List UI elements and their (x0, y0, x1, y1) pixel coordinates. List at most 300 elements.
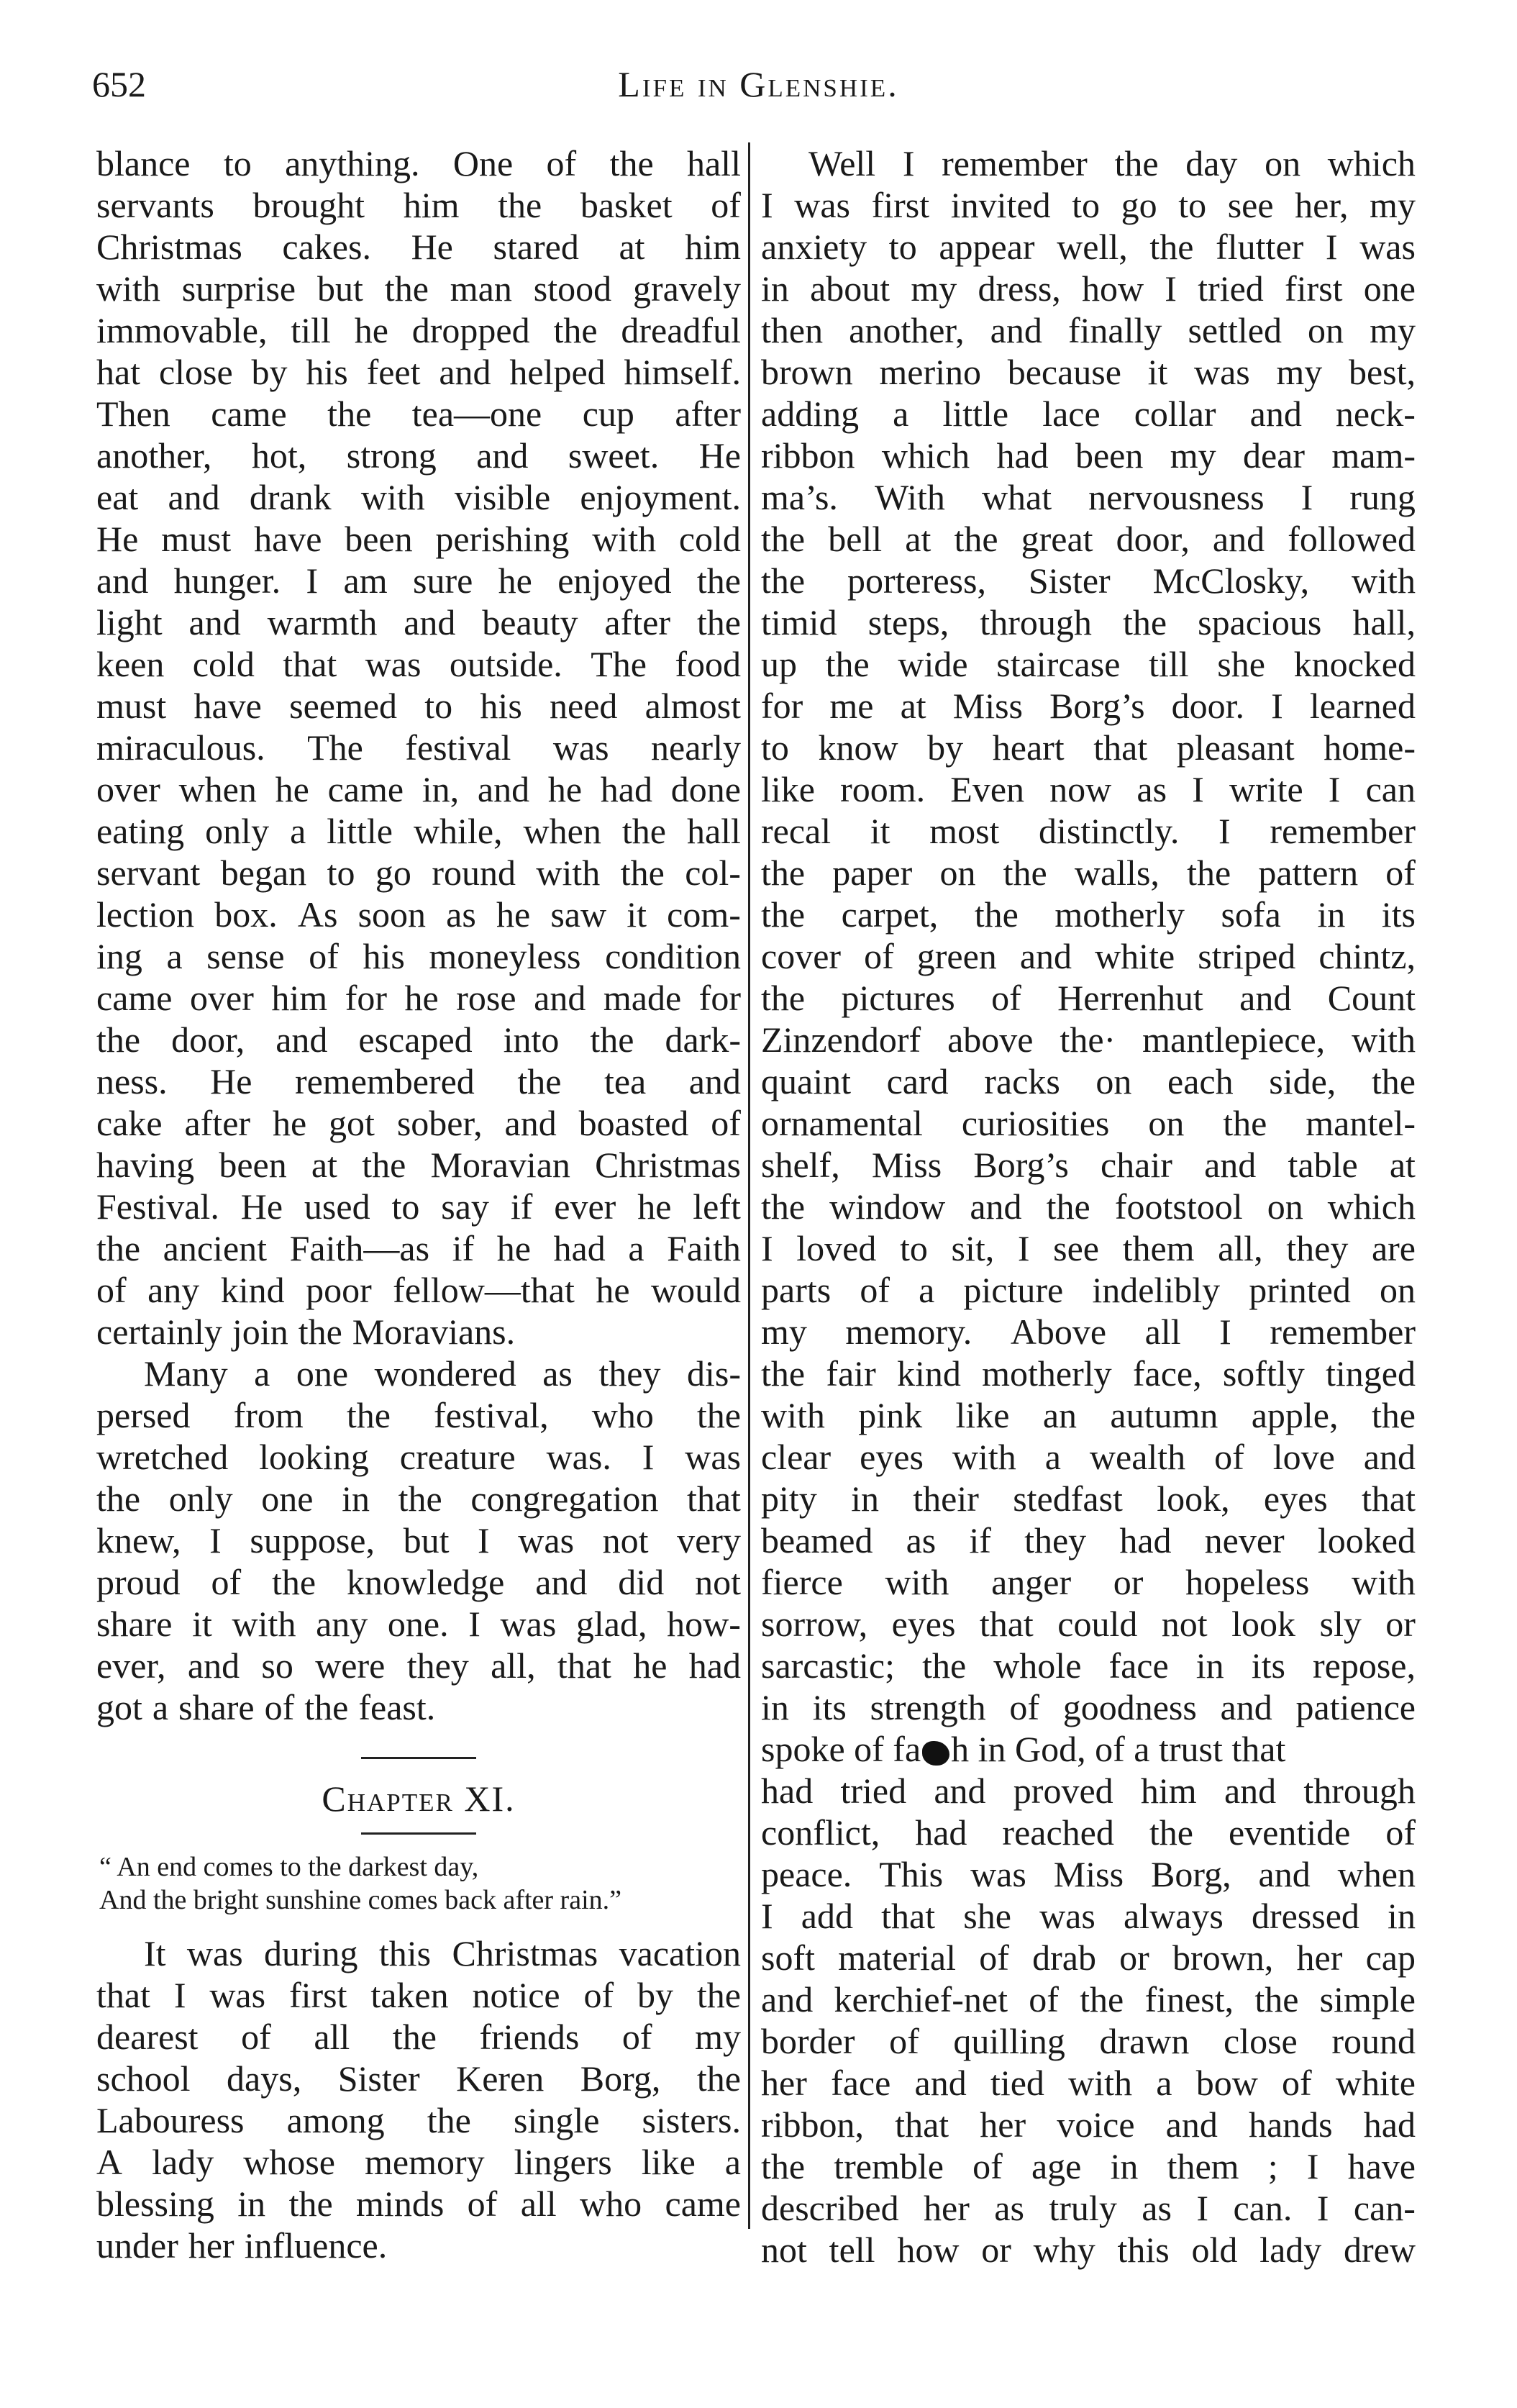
text-line (761, 1102, 1416, 1144)
word: tea—one (411, 394, 542, 434)
word: boasted (578, 1103, 689, 1143)
word: always (1123, 1896, 1224, 1936)
text-line (761, 2187, 1416, 2229)
word: I (1325, 227, 1338, 267)
word: them (1167, 2146, 1239, 2186)
word: adding (761, 394, 860, 434)
word: and (1204, 1145, 1257, 1185)
word: whole (993, 1645, 1082, 1686)
word: up (761, 644, 797, 684)
word: well, (1057, 227, 1128, 267)
word: Moravians. (352, 1312, 516, 1352)
text-line (96, 1645, 741, 1686)
word: drab (1032, 1937, 1096, 1978)
word: he (496, 894, 531, 935)
word: A (96, 2142, 123, 2182)
paragraph (761, 142, 1416, 1728)
word: ma’s. (761, 477, 838, 517)
word: ing (96, 936, 142, 976)
text-line (761, 1937, 1416, 1978)
word: its (1381, 894, 1416, 935)
word: into (503, 1019, 560, 1060)
word: my (1370, 310, 1416, 350)
word: have (193, 686, 262, 726)
word: that (283, 644, 337, 684)
word: at (311, 1145, 338, 1185)
word: room. (840, 769, 926, 809)
word: my (761, 1312, 807, 1352)
word: saw (550, 894, 607, 935)
word: through (980, 602, 1092, 642)
word: remember (1270, 811, 1416, 851)
word: a (893, 394, 909, 434)
word: with (1352, 1562, 1416, 1602)
word: him (403, 185, 460, 225)
word: after (604, 602, 670, 642)
word: seemed (289, 686, 398, 726)
word: by (637, 1975, 673, 2015)
word: cup (582, 394, 634, 434)
word: it (192, 1604, 212, 1644)
word: stared (493, 227, 579, 267)
text-line (761, 226, 1416, 268)
word: with (592, 519, 657, 559)
word: tremble (834, 2146, 944, 2186)
word: brought (252, 185, 365, 225)
text-line (761, 1895, 1416, 1937)
text-line (96, 476, 741, 518)
word: dark- (665, 1019, 741, 1060)
word: on (939, 853, 976, 893)
text-line (761, 268, 1416, 309)
word: mantel- (1306, 1103, 1416, 1143)
word: was (209, 1975, 266, 2015)
word: perishing (435, 519, 570, 559)
word: cold (678, 519, 741, 559)
word: I (1306, 2146, 1319, 2186)
word: patience (1295, 1687, 1416, 1727)
word: I (1271, 686, 1283, 726)
word: have (1347, 2146, 1416, 2186)
word: eyes (860, 1437, 924, 1477)
word: the (498, 185, 542, 225)
text-line (761, 1686, 1416, 1728)
word: came (665, 2184, 741, 2224)
word: pity (761, 1478, 817, 1519)
word: the (1003, 853, 1047, 893)
word: for (698, 978, 741, 1018)
text-line (96, 1102, 741, 1144)
word: lace (1042, 394, 1101, 434)
word: the (1371, 1061, 1416, 1101)
word: him (685, 227, 741, 267)
text-line (96, 393, 741, 435)
word: It (144, 1933, 166, 1973)
word: that (96, 1975, 150, 2015)
word: could (1057, 1604, 1138, 1644)
word: bell (828, 519, 883, 559)
word: and (1019, 936, 1072, 976)
word: stedfast (1013, 1478, 1123, 1519)
word: her (924, 2188, 970, 2228)
word: pattern (1258, 853, 1359, 893)
word: basket (580, 185, 673, 225)
word: Even (950, 769, 1025, 809)
word: sober, (396, 1103, 483, 1143)
word: single (513, 2100, 600, 2140)
word: autumn (1110, 1395, 1218, 1435)
word: sisters. (642, 2100, 741, 2140)
word: collar (1134, 394, 1216, 434)
word: the (96, 1228, 141, 1268)
text-line (96, 894, 741, 935)
word: of (241, 2017, 271, 2057)
word: heart (992, 727, 1065, 768)
word: the (761, 894, 806, 935)
text-line (96, 351, 741, 393)
word: sorrow, (761, 1604, 868, 1644)
word: Faith (667, 1228, 741, 1268)
text-line (761, 2020, 1416, 2062)
word: condition (605, 936, 741, 976)
text-line (761, 1353, 1416, 1394)
word: how (897, 2230, 960, 2270)
text-line (761, 2104, 1416, 2145)
word: in (237, 2184, 266, 2224)
text-line (761, 1186, 1416, 1227)
word: cap (1365, 1937, 1416, 1978)
word: simple (1319, 1979, 1416, 2019)
word: been (1075, 435, 1144, 476)
word: all (314, 2017, 350, 2057)
word: in (761, 1687, 789, 1727)
text-line (96, 810, 741, 852)
text-line (761, 1478, 1416, 1519)
word: face (1108, 1645, 1169, 1686)
word: through (1303, 1771, 1416, 1811)
word: little (942, 394, 1009, 434)
word: enjoyed (557, 560, 672, 601)
word: shelf, (761, 1145, 840, 1185)
word: white (1335, 2063, 1416, 2103)
word: with (761, 1395, 825, 1435)
word: in, (422, 769, 460, 809)
word: I (1328, 769, 1341, 809)
word: The (307, 727, 363, 768)
word: recal (761, 811, 832, 851)
word: the (1254, 1979, 1299, 2019)
word: wide (898, 644, 968, 684)
text-line (761, 142, 1416, 184)
word: racks (984, 1061, 1060, 1101)
text-line (761, 1770, 1416, 1812)
word: would (650, 1270, 741, 1310)
word: and (1165, 2104, 1218, 2145)
word: almost (644, 686, 741, 726)
text-line (96, 2183, 741, 2225)
word: her (761, 2063, 807, 2103)
word: began (220, 853, 307, 893)
text-line (96, 1436, 741, 1478)
text-line (96, 1394, 741, 1436)
text-line (761, 1603, 1416, 1645)
word: persed (96, 1395, 191, 1435)
epigraph-line: “ An end comes to the darkest day, (99, 1852, 479, 1882)
word: go (1121, 185, 1157, 225)
word: love (1272, 1437, 1335, 1477)
word: school (96, 2058, 191, 2099)
word: of (546, 143, 577, 183)
text-line (96, 142, 741, 184)
word: one (261, 1478, 314, 1519)
word: came (96, 978, 173, 1018)
word: ribbon, (761, 2104, 865, 2145)
word: can (1365, 769, 1416, 809)
word: He (240, 1186, 283, 1227)
word: a (1044, 1437, 1061, 1477)
paragraph (761, 1770, 1416, 2271)
word: eating (96, 811, 185, 851)
text-line (761, 351, 1416, 393)
word: and (187, 1645, 240, 1686)
text-line (96, 643, 741, 685)
word: of (711, 185, 741, 225)
word: suppose, (250, 1520, 375, 1560)
word: kind (220, 1270, 285, 1310)
word: he (272, 1103, 307, 1143)
text-line (761, 435, 1416, 476)
text-line (96, 2099, 741, 2141)
word: lection (96, 894, 195, 935)
text-line (761, 1019, 1416, 1060)
word: chair (1100, 1145, 1172, 1185)
word: he (404, 978, 439, 1018)
word: with (232, 1604, 296, 1644)
word: his (480, 686, 522, 726)
word: pictures (841, 978, 955, 1018)
word: age (1031, 2146, 1082, 2186)
word: helped (509, 352, 606, 392)
word: drank (249, 477, 332, 517)
word: eat (96, 477, 139, 517)
text-line (761, 1436, 1416, 1478)
word: knocked (1293, 644, 1416, 684)
word: com- (667, 894, 741, 935)
word: material (838, 1937, 957, 1978)
word: about (810, 268, 890, 309)
word: it (1147, 352, 1168, 392)
word: cover (761, 936, 842, 976)
text-line (96, 1603, 741, 1645)
text-line (761, 1812, 1416, 1853)
word: the (304, 1687, 349, 1727)
word: the (761, 519, 806, 559)
word: if (452, 1228, 475, 1268)
word: of (211, 1562, 242, 1602)
word: Borg’s (1049, 686, 1145, 726)
word: He (411, 227, 453, 267)
word: sofa (1221, 894, 1281, 935)
word: any (147, 1270, 200, 1310)
word: the (96, 1019, 141, 1060)
word: he (354, 310, 388, 350)
word: in (1317, 894, 1346, 935)
word: the (825, 644, 870, 684)
word: and (1258, 1854, 1311, 1894)
word: the (620, 853, 665, 893)
word: window (829, 1186, 946, 1227)
word: how- (667, 1604, 741, 1644)
text-line (96, 1186, 741, 1227)
chapter-heading: Chapter XI. (322, 1778, 516, 1819)
word: door, (171, 1019, 245, 1060)
word: after (184, 1103, 251, 1143)
word: but (317, 268, 363, 309)
word: of (1214, 1437, 1244, 1477)
word: hat (96, 352, 141, 392)
word: Borg’s (973, 1145, 1069, 1185)
word: have (254, 519, 322, 559)
word: know (818, 727, 898, 768)
word: whose (243, 2142, 335, 2182)
word: eyes (891, 1604, 956, 1644)
word: the (427, 2100, 471, 2140)
word: her (1296, 1937, 1343, 1978)
word: after (675, 394, 741, 434)
word: immovable, (96, 310, 268, 350)
word: the (761, 560, 806, 601)
word: they (598, 1353, 661, 1394)
word: goodness (1062, 1687, 1197, 1727)
word: not (602, 1520, 649, 1560)
word: of (1282, 2063, 1312, 2103)
word: enjoyment. (580, 477, 741, 517)
word: wealth (1089, 1437, 1186, 1477)
word: was (500, 1604, 557, 1644)
word: of (972, 2146, 1003, 2186)
word: remember (942, 143, 1088, 183)
word: on (1379, 1270, 1416, 1310)
text-line (96, 1519, 741, 1561)
word: from (233, 1395, 304, 1435)
word: truly (1049, 2188, 1117, 2228)
word: Christmas (595, 1145, 741, 1185)
word: in (1110, 2146, 1139, 2186)
word: kind (896, 1353, 961, 1394)
word: poor (306, 1270, 372, 1310)
word: keen (96, 644, 165, 684)
text-line (96, 435, 741, 476)
word: her (188, 2225, 234, 2266)
text-line (761, 643, 1416, 685)
word: Christmas (452, 1933, 598, 1973)
word: never (1204, 1520, 1285, 1560)
word: lady (1259, 2230, 1322, 2270)
word: surprise (181, 268, 296, 309)
word: he (496, 1228, 531, 1268)
word: came (327, 769, 404, 809)
word: McClosky, (1152, 560, 1310, 601)
word: he (633, 1645, 668, 1686)
word: must (96, 686, 167, 726)
word: Many (144, 1353, 228, 1394)
word: friends (479, 2017, 580, 2057)
word: been (345, 519, 413, 559)
word: they (1286, 1228, 1349, 1268)
word: paper (832, 853, 913, 893)
word: my (911, 268, 957, 309)
word: had (688, 1645, 741, 1686)
word: followed (1288, 519, 1416, 559)
word: lingers (514, 2142, 612, 2182)
word: look (1231, 1604, 1296, 1644)
word: close (1224, 2021, 1298, 2061)
word: anything. (285, 143, 420, 183)
word: to (391, 1186, 420, 1227)
word: I (173, 1975, 186, 2015)
word: motherly (1054, 894, 1185, 935)
word: of (889, 2021, 919, 2061)
word: servant (96, 853, 201, 893)
word: outside. (449, 644, 562, 684)
text-line (761, 935, 1416, 977)
word: days, (227, 2058, 302, 2099)
word: hall, (1352, 602, 1416, 642)
word: of (621, 2017, 652, 2057)
word: of (1385, 853, 1416, 893)
text-line (96, 2141, 741, 2183)
word: and (1363, 1437, 1416, 1477)
word: all, (491, 1645, 536, 1686)
word: tinged (1325, 1353, 1416, 1394)
word: a (919, 1270, 935, 1310)
word: another, (849, 310, 965, 350)
word: of (711, 1103, 741, 1143)
word: I (1192, 769, 1204, 809)
word: and (1239, 978, 1292, 1018)
word: servants (96, 185, 214, 225)
word: him (1140, 1771, 1197, 1811)
text-line (761, 768, 1416, 810)
word: he (596, 1270, 630, 1310)
text-line (761, 1144, 1416, 1186)
word: she (1217, 644, 1265, 684)
word: Herrenhut (1057, 978, 1203, 1018)
word: looking (259, 1437, 369, 1477)
text-line (96, 184, 741, 226)
word: stood (533, 268, 612, 309)
word: to (1072, 185, 1101, 225)
word: Above (1010, 1312, 1107, 1352)
word: visible (454, 477, 551, 517)
word: cake (96, 1103, 163, 1143)
word: lady (152, 2142, 214, 2182)
word: above (947, 1019, 1034, 1060)
word: hall (686, 143, 741, 183)
word: and (914, 2063, 967, 2103)
word: left (693, 1186, 741, 1227)
paragraph (96, 1932, 741, 2266)
word: add (801, 1896, 853, 1936)
word: feet (366, 352, 421, 392)
word: and (275, 1019, 328, 1060)
word: certainly (96, 1312, 222, 1352)
word: merino (879, 352, 982, 392)
word: invited (950, 185, 1051, 225)
text-line (96, 935, 741, 977)
word: who (591, 1395, 654, 1435)
word: by (251, 352, 288, 392)
